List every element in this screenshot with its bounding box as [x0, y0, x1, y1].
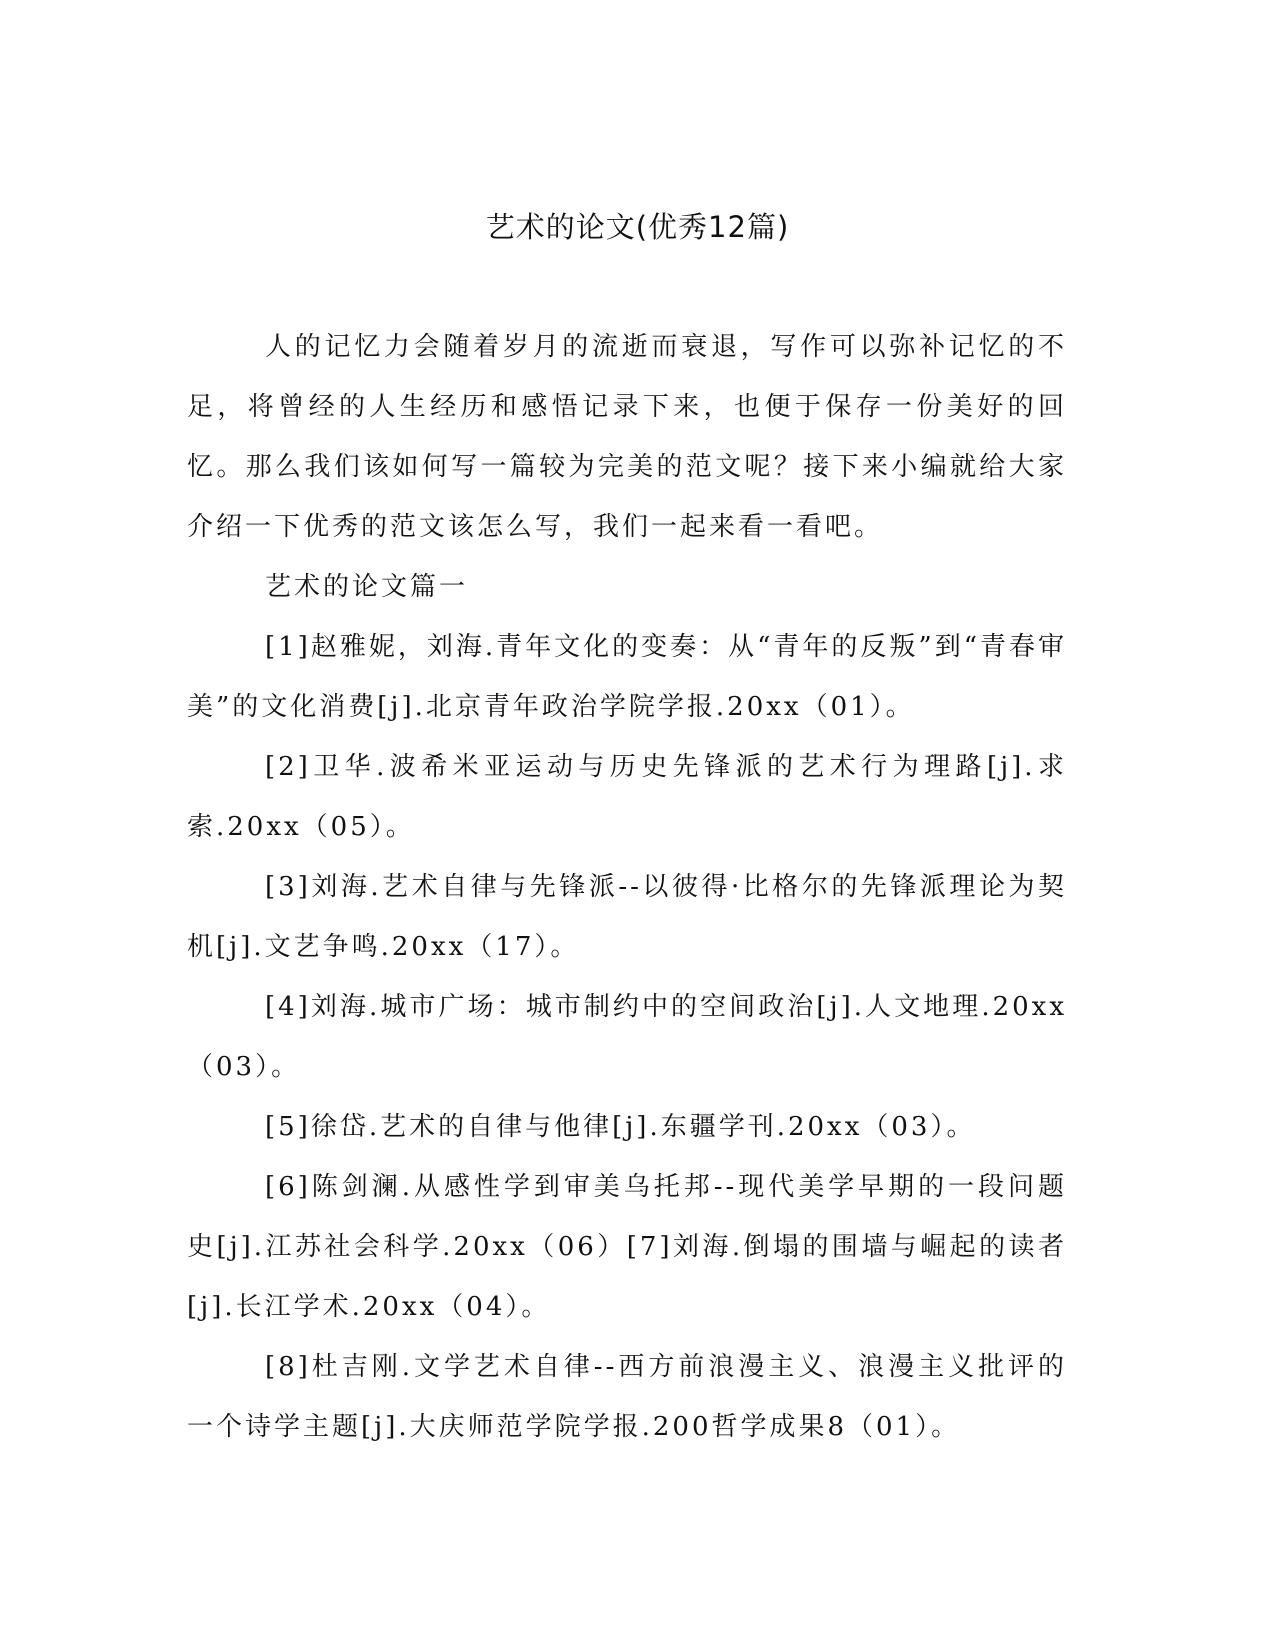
reference-item: [5]徐岱.艺术的自律与他律[j].东疆学刊.20xx（03）。 [265, 1112, 976, 1142]
reference-item: [4]刘海.城市广场：城市制约中的空间政治[j].人文地理.20xx（03）。 [187, 992, 1067, 1082]
document-title: 艺术的论文(优秀12篇) [485, 210, 790, 244]
intro-paragraph: 人的记忆力会随着岁月的流逝而衰退，写作可以弥补记忆的不足，将曾经的人生经历和感悟记录下来，也便于保存一份美好的回忆。那么我们该如何写一篇较为完美的范文呢？接下来小编就给大家介绍一下优秀的范文该怎么写，我们一起来看一看吧。 [187, 332, 1067, 542]
reference-item: [3]刘海.艺术自律与先锋派--以彼得·比格尔的先锋派理论为契机[j].文艺争鸣.20xx（17）。 [187, 872, 1067, 962]
reference-item: [2]卫华.波希米亚运动与历史先锋派的艺术行为理路[j].求索.20xx（05）。 [187, 752, 1067, 842]
reference-item: [1]赵雅妮，刘海.青年文化的变奏：从“青年的反叛”到“青春审美”的文化消费[j].北京青年政治学院学报.20xx（01）。 [187, 632, 1067, 722]
document-body [187, 317, 1067, 1457]
reference-item: [6]陈剑澜.从感性学到审美乌托邦--现代美学早期的一段问题史[j].江苏社会科学.20xx（06）[7]刘海.倒塌的围墙与崛起的读者[j].长江学术.20xx（04）。 [187, 1172, 1067, 1322]
section-heading: 艺术的论文篇一 [265, 572, 469, 602]
reference-item: [8]杜吉刚.文学艺术自律--西方前浪漫主义、浪漫主义批评的一个诗学主题[j].大庆师范学院学报.200哲学成果8（01）。 [187, 1352, 1067, 1442]
